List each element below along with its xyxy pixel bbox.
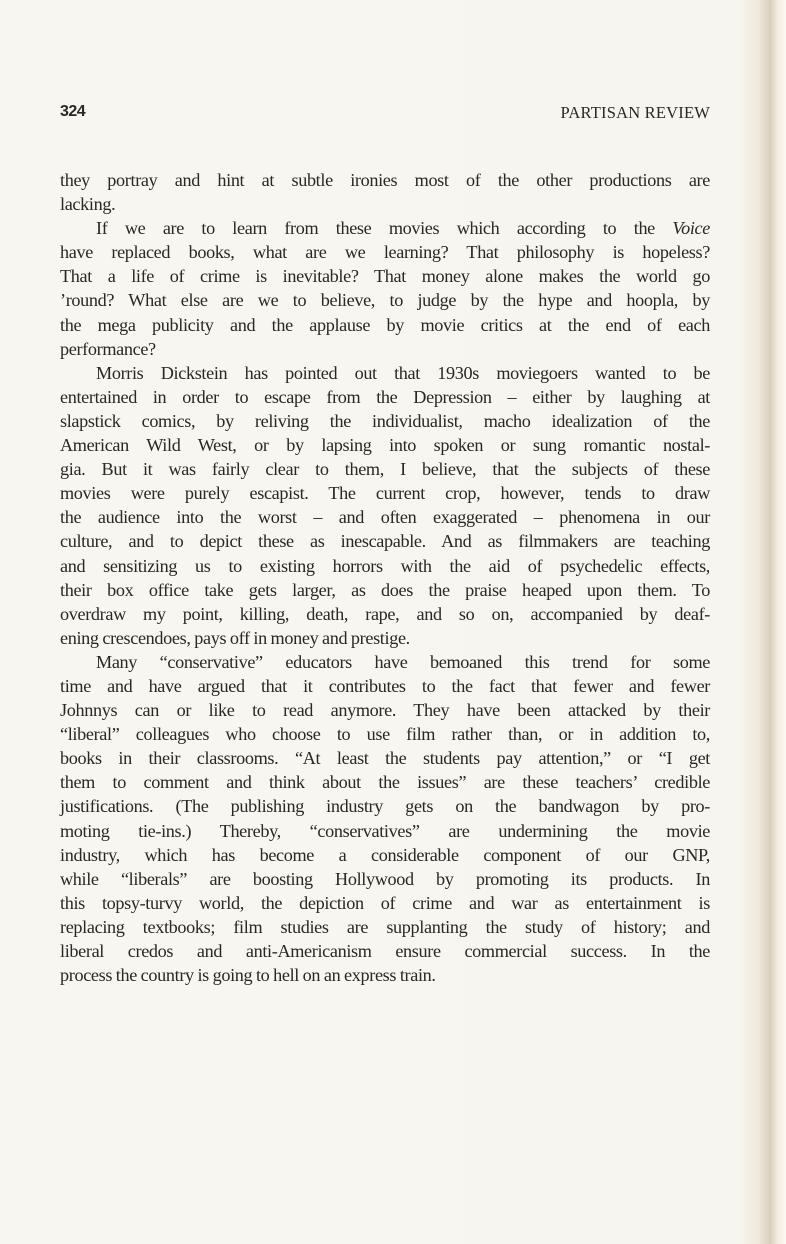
text-line: they portray and hint at subtle ironies most of the other productions are: [60, 170, 710, 190]
italic-title: Voice: [672, 218, 710, 239]
text-line: slapstick comics, by reliving the individualist, macho idealization of the: [60, 410, 710, 431]
text-line: their box office take gets larger, as does the praise heaped upon them. To: [60, 579, 710, 600]
page-number: 324: [60, 103, 86, 120]
text-line: while “liberals” are boosting Hollywood by promoting its products. In: [60, 868, 710, 889]
paragraph: [60, 168, 710, 216]
text-line: them to comment and think about the issues” are these teachers’ credible: [60, 772, 710, 793]
paragraph: [60, 650, 710, 987]
text-line: have replaced books, what are we learning? That philosophy is hopeless?: [60, 242, 710, 263]
running-head-title: PARTISAN REVIEW: [560, 103, 710, 122]
text-line: If we are to learn from these movies which according to the Voice: [96, 218, 710, 239]
text-line: “liberal” colleagues who choose to use film rather than, or in addition to,: [60, 724, 710, 745]
paragraph: [60, 361, 710, 650]
text-line: entertained in order to escape from the Depression – either by laughing at: [60, 386, 710, 407]
text-line: performance?: [60, 338, 156, 359]
text-line: ’round? What else are we to believe, to judge by the hype and hoopla, by: [60, 290, 710, 311]
text-line: ening crescendoes, pays off in money and prestige.: [60, 627, 410, 648]
body-text: [60, 168, 710, 987]
text-line: Many “conservative” educators have bemoaned this trend for some: [96, 651, 710, 672]
text-line: lacking.: [60, 194, 116, 215]
text-line: books in their classrooms. “At least the students pay attention,” or “I get: [60, 748, 710, 769]
text-line: culture, and to depict these as inescapable. And as filmmakers are teaching: [60, 531, 710, 552]
text-line: Morris Dickstein has pointed out that 1930s moviegoers wanted to be: [96, 362, 710, 383]
text-line: process the country is going to hell on an express train.: [60, 965, 436, 986]
text-line: liberal credos and anti-Americanism ensure commercial success. In the: [60, 941, 710, 961]
running-header: [60, 103, 710, 127]
paragraph: [60, 216, 710, 361]
text-line: justifications. (The publishing industry gets on the bandwagon by pro-: [60, 796, 710, 817]
text-line: and sensitizing us to existing horrors with the aid of psychedelic effects,: [60, 555, 710, 576]
text-line: overdraw my point, killing, death, rape, and so on, accompanied by deaf-: [60, 603, 710, 624]
text-line: That a life of crime is inevitable? That money alone makes the world go: [60, 266, 710, 287]
text-line: American Wild West, or by lapsing into spoken or sung romantic nostal-: [60, 435, 710, 456]
text-line: the audience into the worst – and often exaggerated – phenomena in our: [60, 507, 710, 528]
text-line: movies were purely escapist. The current crop, however, tends to draw: [60, 483, 710, 504]
text-line: this topsy-turvy world, the depiction of crime and war as entertainment is: [60, 892, 710, 913]
text-line: Johnnys can or like to read anymore. They have been attacked by their: [60, 700, 710, 721]
text-line: moting tie-ins.) Thereby, “conservatives” are undermining the movie: [60, 820, 710, 841]
text-line: replacing textbooks; film studies are supplanting the study of history; and: [60, 916, 710, 937]
text-line: gia. But it was fairly clear to them, I believe, that the subjects of these: [60, 459, 710, 480]
text-line: time and have argued that it contributes to the fact that fewer and fewer: [60, 675, 710, 696]
text-line: the mega publicity and the applause by movie critics at the end of each: [60, 314, 710, 335]
text-line: industry, which has become a considerable component of our GNP,: [60, 844, 710, 865]
